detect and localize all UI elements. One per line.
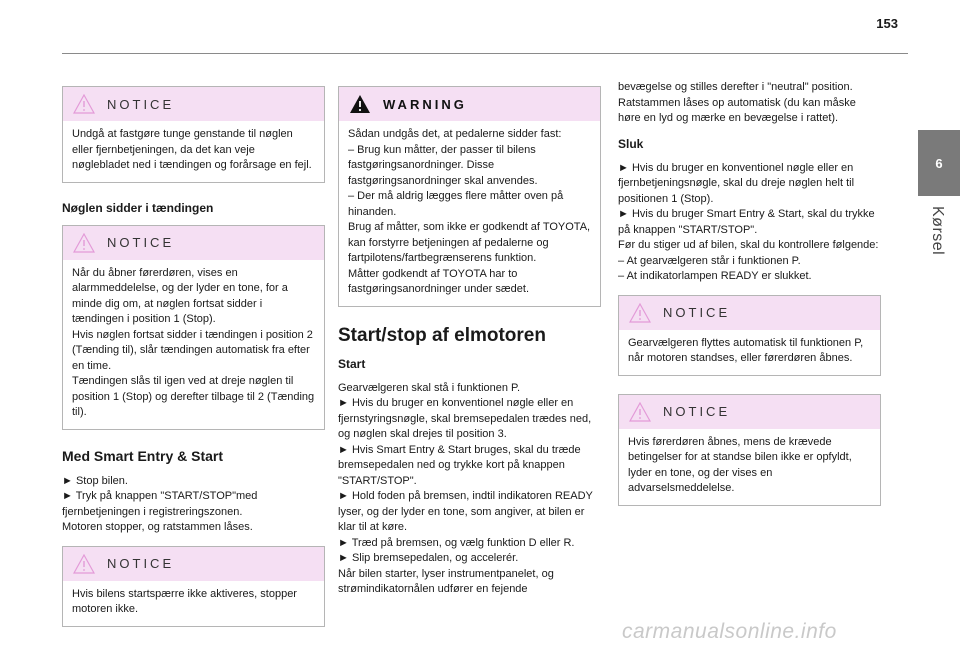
warning-line: Måtter godkendt af TOYOTA har to fastgøringsanordninger under sædet. — [348, 267, 529, 295]
warning-box — [338, 86, 601, 307]
column-2 — [338, 86, 601, 608]
warning-body — [339, 121, 600, 306]
notice-box — [618, 295, 881, 376]
text-line: Før du stiger ud af bilen, skal du kontrollere følgende: — [618, 239, 879, 251]
notice-line: Når du åbner førerdøren, vises en alarmmeddelelse, og der lyder en tone, for a minde dig om, at nøglen fortsat sidder i tændingen i position 1 (Stop). — [72, 266, 288, 325]
notice-box — [62, 546, 325, 627]
notice-box — [62, 86, 325, 183]
text-line: ► Stop bilen. — [62, 474, 128, 487]
column-1 — [62, 86, 325, 645]
caution-triangle-icon — [73, 554, 95, 574]
stop-text — [618, 161, 881, 285]
text-line: Motoren stopper, og ratstammen låses. — [62, 521, 253, 533]
notice-text: Undgå at fastgøre tunge genstande til nøglen eller fjernbetjeningen, da det kan veje nøglebladet ned i tændingen og forårsage en fejl. — [72, 128, 312, 171]
text-line: ► Træd på bremsen, og vælg funktion D eller R. — [338, 536, 575, 549]
notice-text: Hvis førerdøren åbnes, mens de krævede betingelser for at standse bilen ikke er opfyldt, lyder en tone, og der vises en advarselsmeddelelse. — [628, 435, 852, 494]
continuation-text: bevægelse og stilles derefter i "neutral" position. Ratstammen låses op automatisk (du kan måske høre en lyd og mærke en bevægelse i rattet). — [618, 81, 856, 124]
text-line: Når bilen starter, lyser instrumentpanelet, og strømindikatornålen udfører en fejende — [338, 567, 554, 595]
warning-line: – Brug kun måtter, der passer til bilens fastgøringsanordninger. Disse fastgøringsanordninger skal anvendes. — [348, 143, 538, 187]
page-number: 153 — [876, 16, 898, 31]
heading-key-in-ignition: Nøglen sidder i tændingen — [62, 200, 214, 215]
chapter-tab — [918, 130, 960, 280]
notice-title: NOTICE — [107, 235, 175, 250]
column-3 — [618, 80, 881, 524]
smart-entry-text — [62, 474, 325, 536]
caution-triangle-icon — [629, 402, 651, 422]
start-text — [338, 381, 601, 598]
warning-line: Brug af måtter, som ikke er godkendt af TOYOTA, kan forstyrre betjeningen af pedalerne og fartpilotens/fartbegrænserens funktion. — [348, 221, 591, 264]
chapter-tab-number: 6 — [918, 130, 960, 196]
text-line: ► Tryk på knappen "START/STOP"med fjernbetjeningen i registreringszonen. — [62, 490, 258, 518]
warning-title: WARNING — [383, 96, 467, 112]
notice-title: NOTICE — [663, 404, 731, 419]
warning-line: – Der må aldrig lægges flere måtter oven på hinanden. — [348, 190, 564, 218]
section-title: Start/stop af elmotoren — [338, 324, 546, 346]
heading-start: Start — [338, 356, 366, 371]
caution-triangle-icon — [73, 233, 95, 253]
caution-triangle-icon — [629, 303, 651, 323]
text-line: ► Hold foden på bremsen, indtil indikatoren READY lyser, og der lyder en tone, som angiver, at bilen er klar til at køre. — [338, 490, 593, 533]
text-line: – At gearvælgeren står i funktionen P. — [618, 254, 801, 267]
warning-triangle-icon — [349, 94, 371, 114]
top-rule — [62, 53, 908, 54]
notice-header — [619, 395, 880, 429]
text-line: Gearvælgeren skal stå i funktionen P. — [338, 381, 521, 394]
heading-stop: Sluk — [618, 136, 644, 151]
warning-line: Sådan undgås det, at pedalerne sidder fast: — [348, 128, 562, 140]
text-line: ► Hvis du bruger en konventionel nøgle eller en fjernstyringsnøgle, skal bremsepedalen trædes ned, og nøglen skal drejes til position 3. — [338, 397, 592, 440]
warning-header — [339, 87, 600, 121]
caution-triangle-icon — [73, 94, 95, 114]
notice-title: NOTICE — [663, 305, 731, 320]
notice-header — [63, 547, 324, 581]
watermark: carmanualsonline.info — [622, 620, 837, 643]
notice-header — [63, 226, 324, 260]
notice-title: NOTICE — [107, 556, 175, 571]
text-line: – At indikatorlampen READY er slukket. — [618, 270, 812, 282]
notice-box — [618, 394, 881, 506]
text-line: ► Hvis Smart Entry & Start bruges, skal du træde bremsepedalen ned og trykke kort på knappen "START/STOP". — [338, 443, 581, 487]
notice-text: Hvis bilens startspærre ikke aktiveres, stopper motoren ikke. — [72, 587, 297, 615]
notice-title: NOTICE — [107, 96, 175, 112]
notice-line: Hvis nøglen fortsat sidder i tændingen i position 2 (Tænding til), slår tændingen automatisk fra efter en time. — [72, 328, 313, 372]
heading-smart-entry: Med Smart Entry & Start — [62, 447, 224, 464]
text-line: ► Hvis du bruger Smart Entry & Start, skal du trykke på knappen "START/STOP". — [618, 208, 875, 236]
notice-header — [63, 87, 324, 121]
notice-box — [62, 225, 325, 430]
notice-text: Gearvælgeren flyttes automatisk til funktionen P, når motoren standses, eller førerdøren åbnes. — [628, 336, 864, 364]
notice-line: Tændingen slås til igen ved at dreje nøglen til position 1 (Stop) og derefter tilbage til 2 (Tænding til). — [72, 375, 315, 418]
notice-body — [63, 260, 324, 429]
notice-header — [619, 296, 880, 330]
text-line: ► Slip bremsepedalen, og accelerér. — [338, 552, 519, 564]
text-line: ► Hvis du bruger en konventionel nøgle eller en fjernbetjeningsnøgle, skal du dreje nøglen helt til positionen 1 (Stop). — [618, 161, 855, 205]
chapter-tab-label: Kørsel — [929, 206, 946, 256]
